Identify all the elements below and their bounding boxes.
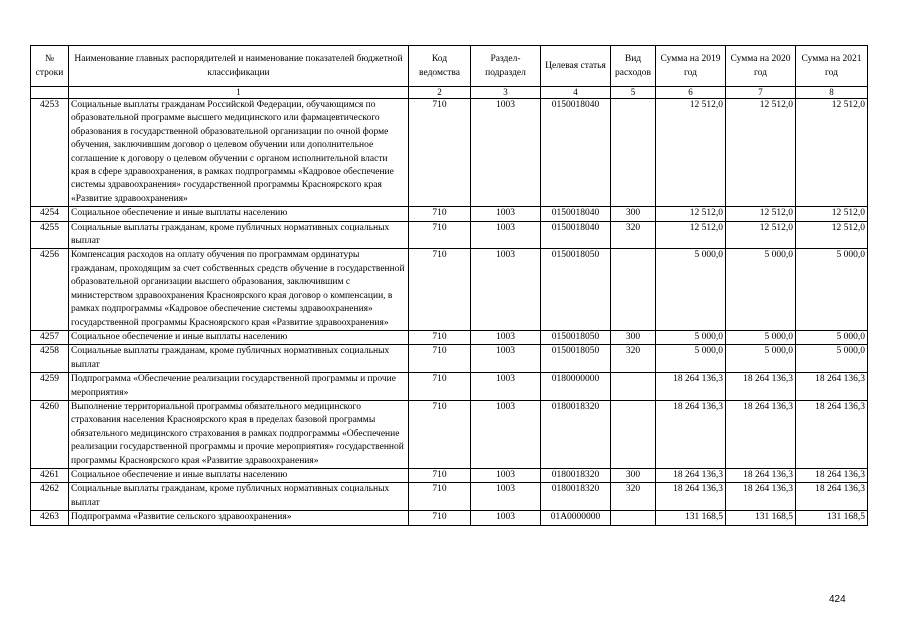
cell-s2021: 131 168,5	[796, 511, 868, 525]
cell-num: 4262	[31, 483, 69, 511]
cell-cs: 0150018050	[541, 330, 611, 344]
cell-vr	[611, 400, 656, 468]
cell-s2021: 18 264 136,3	[796, 400, 868, 468]
cell-name: Социальные выплаты гражданам Российской Федерации, обучающимся по образовательной программе высшего медицинского или фармацевтического образования в государственной образовательной организации по очной форме обучения, заключившим договор о целевом обучении или дополнительное соглашение к договору о целевом обучении с органом исполнительной власти края в сфере здравоохранения, в рамках подпрограммы «Кадровое обеспечение системы здравоохранения» государственной программы Красноярского края «Развитие здравоохранения»	[69, 99, 409, 207]
cell-num: 4257	[31, 330, 69, 344]
index-cell: 8	[796, 87, 868, 99]
cell-ved: 710	[409, 345, 471, 373]
table-row	[31, 99, 868, 207]
cell-s2020: 5 000,0	[726, 345, 796, 373]
cell-s2020: 18 264 136,3	[726, 483, 796, 511]
cell-name: Социальные выплаты гражданам, кроме публичных нормативных социальных выплат	[69, 221, 409, 249]
cell-razdel: 1003	[471, 400, 541, 468]
cell-s2019: 12 512,0	[656, 221, 726, 249]
table-row	[31, 511, 868, 525]
cell-s2021: 5 000,0	[796, 345, 868, 373]
cell-s2020: 18 264 136,3	[726, 468, 796, 482]
index-cell: 2	[409, 87, 471, 99]
cell-vr	[611, 373, 656, 401]
cell-ved: 710	[409, 330, 471, 344]
cell-name: Компенсация расходов на оплату обучения по программам ординатуры гражданам, проходящим за счет собственных средств обучение в государственной образовательной организации высшего образования, заключившим с министерством здравоохранения Красноярского края договор о компенсации, в рамках подпрограммы «Кадровое обеспечение системы здравоохранения» государственной программы Красноярского края «Развитие здравоохранения»	[69, 249, 409, 330]
cell-s2020: 5 000,0	[726, 249, 796, 330]
header-cell: Код ведомства	[409, 46, 471, 87]
cell-cs: 0150018040	[541, 99, 611, 207]
cell-razdel: 1003	[471, 330, 541, 344]
cell-name: Социальное обеспечение и иные выплаты населению	[69, 330, 409, 344]
cell-s2019: 131 168,5	[656, 511, 726, 525]
header-cell: Наименование главных распорядителей и наименование показателей бюджетной классификации	[69, 46, 409, 87]
cell-num: 4261	[31, 468, 69, 482]
header-cell: Сумма на 2021 год	[796, 46, 868, 87]
index-cell: 4	[541, 87, 611, 99]
cell-num: 4259	[31, 373, 69, 401]
cell-cs: 0180000000	[541, 373, 611, 401]
cell-s2020: 12 512,0	[726, 207, 796, 221]
header-cell: Раздел-подраздел	[471, 46, 541, 87]
cell-ved: 710	[409, 373, 471, 401]
cell-cs: 0150018050	[541, 345, 611, 373]
table-row	[31, 330, 868, 344]
cell-num: 4258	[31, 345, 69, 373]
cell-s2019: 5 000,0	[656, 249, 726, 330]
cell-ved: 710	[409, 511, 471, 525]
table-row	[31, 468, 868, 482]
cell-cs: 01А0000000	[541, 511, 611, 525]
column-index-row	[31, 87, 868, 99]
header-cell: Сумма на 2019 год	[656, 46, 726, 87]
cell-cs: 0150018040	[541, 207, 611, 221]
cell-cs: 0180018320	[541, 483, 611, 511]
cell-s2020: 5 000,0	[726, 330, 796, 344]
cell-ved: 710	[409, 207, 471, 221]
cell-s2021: 12 512,0	[796, 221, 868, 249]
cell-cs: 0150018040	[541, 221, 611, 249]
cell-s2021: 5 000,0	[796, 249, 868, 330]
header-cell: № строки	[31, 46, 69, 87]
cell-s2019: 18 264 136,3	[656, 373, 726, 401]
cell-name: Подпрограмма «Развитие сельского здравоохранения»	[69, 511, 409, 525]
header-row	[31, 46, 868, 87]
cell-name: Социальные выплаты гражданам, кроме публичных нормативных социальных выплат	[69, 483, 409, 511]
index-cell	[31, 87, 69, 99]
cell-ved: 710	[409, 221, 471, 249]
budget-table	[30, 45, 868, 526]
cell-num: 4254	[31, 207, 69, 221]
cell-vr: 300	[611, 207, 656, 221]
table-row	[31, 373, 868, 401]
cell-s2019: 12 512,0	[656, 207, 726, 221]
header-cell: Сумма на 2020 год	[726, 46, 796, 87]
cell-s2019: 12 512,0	[656, 99, 726, 207]
cell-num: 4253	[31, 99, 69, 207]
cell-razdel: 1003	[471, 99, 541, 207]
cell-razdel: 1003	[471, 483, 541, 511]
cell-s2020: 12 512,0	[726, 99, 796, 207]
table-row	[31, 221, 868, 249]
header-cell: Целевая статья	[541, 46, 611, 87]
cell-num: 4260	[31, 400, 69, 468]
cell-name: Выполнение территориальной программы обязательного медицинского страхования населения Красноярского края в пределах базовой программы обязательного медицинского страхования в рамках подпрограммы «Обеспечение реализации государственной программы и прочие мероприятия» государственной программы Красноярского края «Развитие здравоохранения»	[69, 400, 409, 468]
page-number: 424	[829, 594, 846, 605]
cell-s2019: 5 000,0	[656, 345, 726, 373]
cell-name: Социальное обеспечение и иные выплаты населению	[69, 207, 409, 221]
table-row	[31, 483, 868, 511]
cell-s2019: 18 264 136,3	[656, 468, 726, 482]
header-cell: Вид расходов	[611, 46, 656, 87]
cell-razdel: 1003	[471, 468, 541, 482]
index-cell: 7	[726, 87, 796, 99]
index-cell: 3	[471, 87, 541, 99]
cell-s2019: 18 264 136,3	[656, 400, 726, 468]
cell-ved: 710	[409, 400, 471, 468]
cell-s2021: 18 264 136,3	[796, 373, 868, 401]
cell-razdel: 1003	[471, 511, 541, 525]
cell-cs: 0180018320	[541, 400, 611, 468]
cell-vr: 320	[611, 221, 656, 249]
cell-vr: 320	[611, 345, 656, 373]
cell-vr: 320	[611, 483, 656, 511]
cell-s2021: 5 000,0	[796, 330, 868, 344]
cell-razdel: 1003	[471, 345, 541, 373]
table-row	[31, 400, 868, 468]
cell-vr	[611, 99, 656, 207]
cell-vr	[611, 511, 656, 525]
index-cell: 1	[69, 87, 409, 99]
cell-s2020: 18 264 136,3	[726, 400, 796, 468]
cell-s2020: 131 168,5	[726, 511, 796, 525]
cell-s2020: 12 512,0	[726, 221, 796, 249]
index-cell: 5	[611, 87, 656, 99]
cell-s2021: 12 512,0	[796, 99, 868, 207]
cell-razdel: 1003	[471, 207, 541, 221]
cell-s2021: 18 264 136,3	[796, 483, 868, 511]
cell-num: 4256	[31, 249, 69, 330]
cell-cs: 0150018050	[541, 249, 611, 330]
cell-ved: 710	[409, 249, 471, 330]
cell-ved: 710	[409, 99, 471, 207]
cell-name: Социальное обеспечение и иные выплаты населению	[69, 468, 409, 482]
cell-name: Социальные выплаты гражданам, кроме публичных нормативных социальных выплат	[69, 345, 409, 373]
table-row	[31, 249, 868, 330]
cell-s2019: 18 264 136,3	[656, 483, 726, 511]
cell-razdel: 1003	[471, 249, 541, 330]
cell-num: 4255	[31, 221, 69, 249]
cell-vr: 300	[611, 468, 656, 482]
cell-vr: 300	[611, 330, 656, 344]
cell-s2021: 12 512,0	[796, 207, 868, 221]
cell-razdel: 1003	[471, 221, 541, 249]
cell-ved: 710	[409, 468, 471, 482]
cell-s2020: 18 264 136,3	[726, 373, 796, 401]
table-row	[31, 207, 868, 221]
cell-s2021: 18 264 136,3	[796, 468, 868, 482]
index-cell: 6	[656, 87, 726, 99]
table-row	[31, 345, 868, 373]
cell-name: Подпрограмма «Обеспечение реализации государственной программы и прочие мероприятия»	[69, 373, 409, 401]
cell-razdel: 1003	[471, 373, 541, 401]
cell-ved: 710	[409, 483, 471, 511]
cell-vr	[611, 249, 656, 330]
cell-s2019: 5 000,0	[656, 330, 726, 344]
cell-cs: 0180018320	[541, 468, 611, 482]
cell-num: 4263	[31, 511, 69, 525]
